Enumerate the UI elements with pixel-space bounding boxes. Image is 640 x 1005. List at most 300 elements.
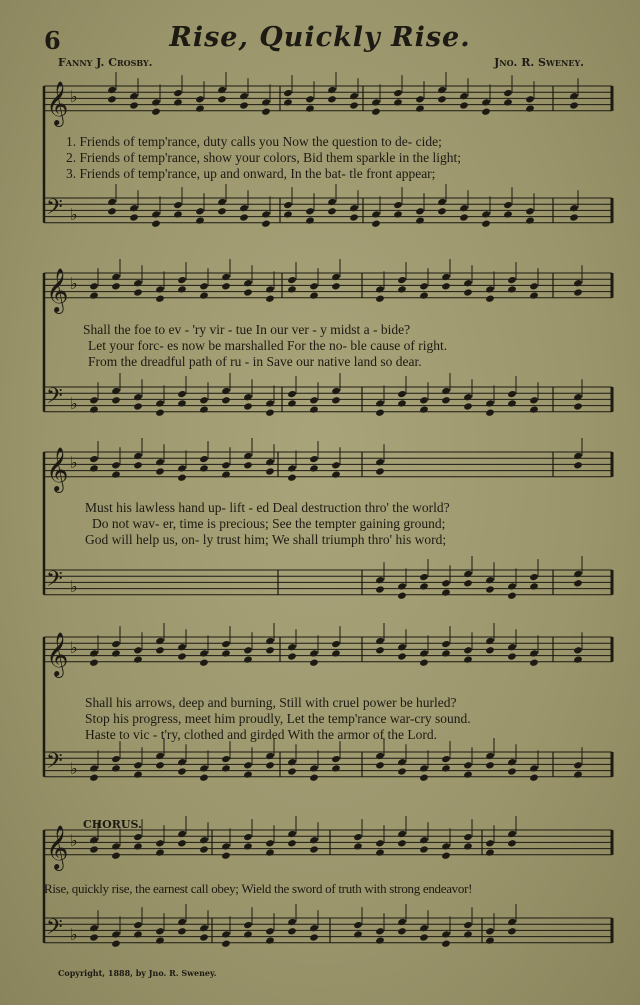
note-head <box>419 836 429 844</box>
verse-line: Let your forc- es now be marshalled For the no- ble cause of right. <box>88 338 448 353</box>
note-head <box>463 930 473 938</box>
chorus-line: Rise, quickly rise, the earnest call obey; Wield the sword of truth with strong endeavor! <box>44 881 473 896</box>
note-head <box>463 646 473 654</box>
note-head <box>485 295 495 303</box>
note-head <box>419 933 429 941</box>
note-head <box>151 220 161 228</box>
note-head <box>155 458 165 466</box>
note-head <box>437 86 447 94</box>
note-head <box>261 108 271 116</box>
note-head <box>331 396 341 404</box>
note-head <box>265 839 275 847</box>
note-head <box>463 288 473 296</box>
note-head <box>397 652 407 660</box>
bass-clef-icon: 𝄢 <box>46 384 63 414</box>
note-head <box>485 936 495 944</box>
note-head <box>177 474 187 482</box>
note-head <box>111 470 121 478</box>
note-head <box>155 848 165 856</box>
note-head <box>309 933 319 941</box>
note-head <box>133 646 143 654</box>
note-head <box>89 455 99 463</box>
note-head <box>459 101 469 109</box>
note-head <box>111 640 121 648</box>
flat-icon: ♭ <box>70 453 78 472</box>
note-head <box>441 273 451 281</box>
note-head <box>371 220 381 228</box>
note-head <box>107 95 117 103</box>
note-head <box>463 842 473 850</box>
note-head <box>133 288 143 296</box>
note-head <box>309 649 319 657</box>
note-head <box>243 833 253 841</box>
note-head <box>129 92 139 100</box>
flat-icon: ♭ <box>70 274 78 293</box>
note-head <box>243 646 253 654</box>
note-head <box>133 930 143 938</box>
note-head <box>89 291 99 299</box>
note-head <box>463 402 473 410</box>
note-head <box>459 213 469 221</box>
page-number: 6 <box>44 26 61 55</box>
note-head <box>375 285 385 293</box>
note-head <box>507 285 517 293</box>
note-head <box>459 92 469 100</box>
note-head <box>419 924 429 932</box>
note-head <box>327 86 337 94</box>
note-head <box>441 755 451 763</box>
note-head <box>265 409 275 417</box>
note-head <box>485 646 495 654</box>
note-head <box>503 201 513 209</box>
note-head <box>349 204 359 212</box>
note-head <box>111 940 121 948</box>
note-head <box>177 839 187 847</box>
note-head <box>221 852 231 860</box>
note-head <box>239 92 249 100</box>
flat-icon: ♭ <box>70 394 78 413</box>
note-head <box>111 387 121 395</box>
note-head <box>327 207 337 215</box>
note-head <box>111 755 121 763</box>
note-head <box>507 643 517 651</box>
note-head <box>107 198 117 206</box>
note-head <box>525 95 535 103</box>
note-head <box>133 279 143 287</box>
note-head <box>437 198 447 206</box>
note-head <box>199 774 209 782</box>
note-head <box>503 89 513 97</box>
note-head <box>573 761 583 769</box>
note-head <box>129 213 139 221</box>
note-head <box>507 839 517 847</box>
note-head <box>309 836 319 844</box>
note-head <box>265 399 275 407</box>
note-head <box>397 767 407 775</box>
note-head <box>507 582 517 590</box>
note-head <box>265 761 275 769</box>
note-head <box>525 216 535 224</box>
note-head <box>397 918 407 926</box>
note-head <box>419 582 429 590</box>
note-head <box>529 291 539 299</box>
bass-clef-icon: 𝄢 <box>46 567 63 597</box>
lyricist-credit: Fanny J. Crosby. <box>58 56 153 69</box>
note-head <box>173 98 183 106</box>
note-head <box>441 852 451 860</box>
note-head <box>375 839 385 847</box>
treble-clef-icon: 𝄞 <box>46 268 69 312</box>
note-head <box>441 640 451 648</box>
note-head <box>507 592 517 600</box>
note-head <box>287 643 297 651</box>
note-head <box>283 210 293 218</box>
note-head <box>221 842 231 850</box>
note-head <box>397 285 407 293</box>
note-head <box>305 95 315 103</box>
flat-icon: ♭ <box>70 638 78 657</box>
note-head <box>415 207 425 215</box>
note-head <box>155 927 165 935</box>
note-head <box>89 649 99 657</box>
note-head <box>485 585 495 593</box>
note-head <box>485 399 495 407</box>
note-head <box>375 458 385 466</box>
note-head <box>309 764 319 772</box>
note-head <box>243 655 253 663</box>
note-head <box>287 285 297 293</box>
note-head <box>199 764 209 772</box>
note-head <box>397 643 407 651</box>
note-head <box>573 655 583 663</box>
note-head <box>89 924 99 932</box>
note-head <box>331 461 341 469</box>
note-head <box>573 770 583 778</box>
note-head <box>371 98 381 106</box>
chorus-label: CHORUS. <box>83 818 142 831</box>
note-head <box>265 467 275 475</box>
note-head <box>243 393 253 401</box>
note-head <box>375 576 385 584</box>
note-head <box>573 646 583 654</box>
note-head <box>485 576 495 584</box>
note-head <box>305 216 315 224</box>
verse-line: 1. Friends of temp'rance, duty calls you Now the question to de- cide; <box>66 134 442 149</box>
note-head <box>463 770 473 778</box>
note-head <box>481 220 491 228</box>
note-head <box>243 842 253 850</box>
note-head <box>415 95 425 103</box>
note-head <box>217 198 227 206</box>
note-head <box>199 455 209 463</box>
note-head <box>239 213 249 221</box>
note-head <box>177 830 187 838</box>
note-head <box>441 588 451 596</box>
note-head <box>331 282 341 290</box>
note-head <box>331 387 341 395</box>
note-head <box>349 101 359 109</box>
note-head <box>89 405 99 413</box>
note-head <box>375 585 385 593</box>
note-head <box>573 393 583 401</box>
note-head <box>177 285 187 293</box>
note-head <box>375 467 385 475</box>
note-head <box>221 461 231 469</box>
flat-icon: ♭ <box>70 831 78 850</box>
note-head <box>133 393 143 401</box>
note-head <box>441 387 451 395</box>
verse-line: Shall his arrows, deep and burning, Still with cruel power be hurled? <box>85 695 457 710</box>
note-head <box>309 291 319 299</box>
note-head <box>441 282 451 290</box>
note-head <box>133 452 143 460</box>
note-head <box>199 464 209 472</box>
note-head <box>287 758 297 766</box>
note-head <box>441 940 451 948</box>
note-head <box>287 767 297 775</box>
composer-credit: Jno. R. Sweney. <box>494 56 584 69</box>
note-head <box>265 637 275 645</box>
copyright-notice: Copyright, 1888, by Jno. R. Sweney. <box>58 968 217 978</box>
note-head <box>331 755 341 763</box>
note-head <box>199 405 209 413</box>
note-head <box>463 761 473 769</box>
note-head <box>569 101 579 109</box>
note-head <box>199 396 209 404</box>
note-head <box>155 637 165 645</box>
note-head <box>331 470 341 478</box>
note-head <box>569 92 579 100</box>
note-head <box>283 201 293 209</box>
note-head <box>129 101 139 109</box>
note-head <box>309 282 319 290</box>
note-head <box>173 89 183 97</box>
note-head <box>375 927 385 935</box>
note-head <box>287 399 297 407</box>
note-head <box>507 927 517 935</box>
note-head <box>89 933 99 941</box>
note-head <box>243 288 253 296</box>
note-head <box>375 637 385 645</box>
note-head <box>155 646 165 654</box>
note-head <box>397 399 407 407</box>
flat-icon: ♭ <box>70 87 78 106</box>
note-head <box>111 396 121 404</box>
note-head <box>239 101 249 109</box>
flat-icon: ♭ <box>70 205 78 224</box>
note-head <box>437 95 447 103</box>
note-head <box>155 295 165 303</box>
note-head <box>485 409 495 417</box>
note-head <box>177 927 187 935</box>
note-head <box>309 464 319 472</box>
note-head <box>419 774 429 782</box>
note-head <box>221 764 231 772</box>
note-head <box>375 646 385 654</box>
note-head <box>89 396 99 404</box>
note-head <box>221 940 231 948</box>
note-head <box>485 848 495 856</box>
note-head <box>419 282 429 290</box>
note-head <box>89 659 99 667</box>
note-head <box>221 282 231 290</box>
note-head <box>155 285 165 293</box>
note-head <box>111 764 121 772</box>
note-head <box>529 764 539 772</box>
note-head <box>173 210 183 218</box>
note-head <box>371 108 381 116</box>
note-head <box>419 405 429 413</box>
note-head <box>485 637 495 645</box>
note-head <box>221 470 231 478</box>
note-head <box>177 758 187 766</box>
note-head <box>195 207 205 215</box>
note-head <box>419 573 429 581</box>
note-head <box>569 204 579 212</box>
note-head <box>133 833 143 841</box>
note-head <box>353 833 363 841</box>
note-head <box>507 758 517 766</box>
note-head <box>151 210 161 218</box>
note-head <box>177 643 187 651</box>
note-head <box>309 924 319 932</box>
note-head <box>199 924 209 932</box>
note-head <box>217 207 227 215</box>
note-head <box>287 927 297 935</box>
note-head <box>331 273 341 281</box>
note-head <box>415 216 425 224</box>
verse-line: Shall the foe to ev - 'ry vir - tue In our ver - y midst a - bide? <box>83 322 411 337</box>
note-head <box>217 86 227 94</box>
note-head <box>239 204 249 212</box>
note-head <box>437 207 447 215</box>
note-head <box>287 652 297 660</box>
note-head <box>309 659 319 667</box>
note-head <box>177 464 187 472</box>
note-head <box>177 276 187 284</box>
note-head <box>331 764 341 772</box>
bass-clef-icon: 𝄢 <box>46 195 63 225</box>
treble-clef-icon: 𝄞 <box>46 632 69 676</box>
note-head <box>173 201 183 209</box>
note-head <box>287 474 297 482</box>
note-head <box>375 295 385 303</box>
flat-icon: ♭ <box>70 577 78 596</box>
note-head <box>529 774 539 782</box>
note-head <box>485 927 495 935</box>
note-head <box>89 282 99 290</box>
note-head <box>397 927 407 935</box>
note-head <box>507 276 517 284</box>
note-head <box>353 921 363 929</box>
note-head <box>507 830 517 838</box>
note-head <box>331 640 341 648</box>
treble-clef-icon: 𝄞 <box>46 825 69 869</box>
note-head <box>397 592 407 600</box>
note-head <box>569 213 579 221</box>
note-head <box>331 649 341 657</box>
note-head <box>397 839 407 847</box>
note-head <box>287 390 297 398</box>
note-head <box>221 755 231 763</box>
note-head <box>393 98 403 106</box>
note-head <box>265 848 275 856</box>
note-head <box>525 104 535 112</box>
note-head <box>529 405 539 413</box>
note-head <box>441 396 451 404</box>
note-head <box>243 921 253 929</box>
note-head <box>463 579 473 587</box>
note-head <box>397 830 407 838</box>
note-head <box>261 220 271 228</box>
note-head <box>111 282 121 290</box>
note-head <box>177 390 187 398</box>
note-head <box>485 285 495 293</box>
note-head <box>393 89 403 97</box>
verse-line: 2. Friends of temp'rance, show your colors, Bid them sparkle in the light; <box>66 150 461 165</box>
note-head <box>265 295 275 303</box>
note-head <box>177 652 187 660</box>
note-head <box>217 95 227 103</box>
note-head <box>309 405 319 413</box>
note-head <box>309 455 319 463</box>
note-head <box>283 89 293 97</box>
note-head <box>485 839 495 847</box>
note-head <box>375 848 385 856</box>
note-head <box>419 396 429 404</box>
treble-clef-icon: 𝄞 <box>46 447 69 491</box>
note-head <box>265 752 275 760</box>
note-head <box>111 930 121 938</box>
note-head <box>419 845 429 853</box>
note-head <box>441 649 451 657</box>
verse-line: Haste to vic - t'ry, clothed and girded With the armor of the Lord. <box>85 727 438 742</box>
note-head <box>133 461 143 469</box>
note-head <box>393 210 403 218</box>
note-head <box>155 761 165 769</box>
note-head <box>375 399 385 407</box>
note-head <box>397 582 407 590</box>
note-head <box>573 579 583 587</box>
note-head <box>111 273 121 281</box>
note-head <box>397 390 407 398</box>
note-head <box>129 204 139 212</box>
note-head <box>283 98 293 106</box>
note-head <box>265 927 275 935</box>
note-head <box>155 467 165 475</box>
note-head <box>507 767 517 775</box>
note-head <box>397 276 407 284</box>
note-head <box>261 98 271 106</box>
note-head <box>507 918 517 926</box>
note-head <box>265 646 275 654</box>
note-head <box>397 758 407 766</box>
note-head <box>485 752 495 760</box>
note-head <box>243 279 253 287</box>
verse-line: Stop his progress, meet him proudly, Let the temp'rance war-cry sound. <box>85 711 471 726</box>
note-head <box>199 291 209 299</box>
note-head <box>419 659 429 667</box>
note-head <box>375 752 385 760</box>
note-head <box>393 201 403 209</box>
note-head <box>89 836 99 844</box>
note-head <box>111 852 121 860</box>
note-head <box>195 95 205 103</box>
verse-line: Must his lawless hand up- lift - ed Deal destruction thro' the world? <box>85 500 450 515</box>
note-head <box>441 764 451 772</box>
note-head <box>221 387 231 395</box>
note-head <box>309 396 319 404</box>
